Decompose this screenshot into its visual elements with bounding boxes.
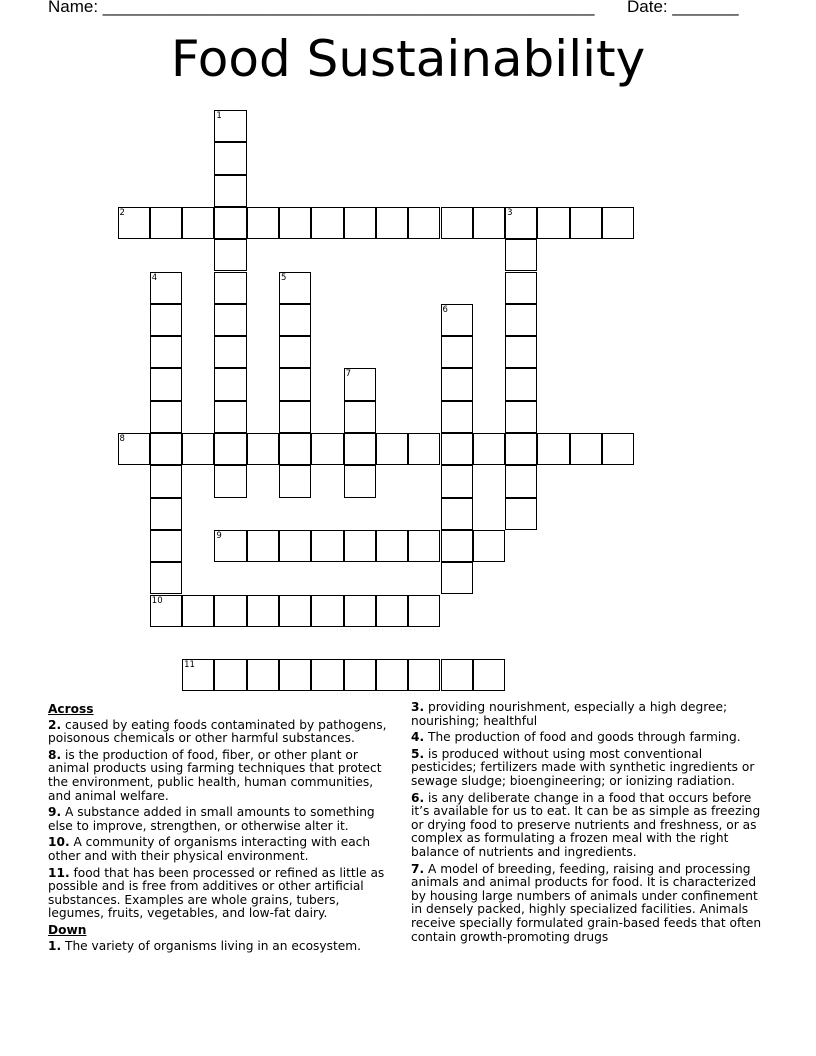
crossword-cell[interactable] [214,110,246,142]
cell-number: 9 [216,530,222,541]
crossword-cell[interactable] [214,401,246,433]
clue-text: is the production of food, fiber, or other plant or animal products using farming techniques that protect the environment, public health, human communities, and animal welfare. [48,747,382,803]
clue-11 [48,867,398,921]
crossword-cell[interactable] [279,595,311,627]
crossword-cell[interactable] [214,207,246,239]
crossword-cell[interactable] [247,207,279,239]
clue-number: 4. [411,730,425,745]
clue-1 [48,940,398,954]
crossword-cell[interactable] [441,530,473,562]
crossword-cell[interactable] [473,207,505,239]
clue-8 [48,749,398,803]
crossword-cell[interactable] [150,401,182,433]
crossword-cell[interactable] [279,207,311,239]
crossword-cell[interactable] [214,659,246,691]
crossword-cell[interactable] [214,336,246,368]
clue-text: The production of food and goods through farming. [428,730,741,745]
clue-number: 2. [48,717,62,732]
clue-6 [411,792,771,860]
crossword-cell[interactable] [247,530,279,562]
crossword-cell[interactable] [311,530,343,562]
crossword-cell[interactable] [214,239,246,271]
crossword-cell[interactable] [602,433,634,465]
cell-number: 1 [216,111,222,121]
crossword-cell[interactable] [279,336,311,368]
crossword-cell[interactable] [376,530,408,562]
clue-number: 1. [48,938,62,953]
name-field-label: Name: ____________________________________________________ [48,0,595,16]
clue-text: food that has been processed or refined as little as possible and is free from additives or other artificial substances. Examples are whole grains, tubers, legumes, fruits, vegetables, and low-fat dairy. [48,865,385,921]
down-heading: Down [48,922,87,937]
crossword-cell[interactable] [150,304,182,336]
crossword-cell[interactable] [473,530,505,562]
crossword-cell[interactable] [311,595,343,627]
crossword-cell[interactable] [505,433,537,465]
crossword-cell[interactable] [505,304,537,336]
crossword-cell[interactable] [150,272,182,304]
crossword-cell[interactable] [214,142,246,174]
crossword-cell[interactable] [441,304,473,336]
crossword-cell[interactable] [473,433,505,465]
crossword-cell[interactable] [344,659,376,691]
crossword-cell[interactable] [150,530,182,562]
crossword-cell[interactable] [150,207,182,239]
clue-2 [48,719,398,746]
clue-number: 8. [48,747,62,762]
cell-number: 5 [281,272,287,283]
crossword-cell[interactable] [376,595,408,627]
crossword-cell[interactable] [214,368,246,400]
crossword-cell[interactable] [408,659,440,691]
cell-number: 10 [151,595,163,606]
clue-4 [411,731,771,745]
crossword-cell[interactable] [505,498,537,530]
cell-number: 2 [119,207,125,218]
crossword-cell[interactable] [279,659,311,691]
crossword-cell[interactable] [505,401,537,433]
crossword-cell[interactable] [441,659,473,691]
crossword-cell[interactable] [441,401,473,433]
crossword-cell[interactable] [150,562,182,594]
crossword-cell[interactable] [182,433,214,465]
clue-text: A community of organisms interacting with each other and with their physical environment. [48,835,371,863]
clue-text: is produced without using most conventional pesticides; fertilizers made with synthetic ingredients or sewage sludge; bioengineering; or ionizing radiation. [411,746,755,788]
crossword-cell[interactable] [150,368,182,400]
crossword-cell[interactable] [214,175,246,207]
crossword-cell[interactable] [537,207,569,239]
clue-9 [48,806,398,833]
clue-number: 10. [48,835,70,850]
crossword-cell[interactable] [311,659,343,691]
page-title: Food Sustainability [170,30,646,88]
crossword-cell[interactable] [150,498,182,530]
clue-number: 11. [48,865,70,880]
crossword-cell[interactable] [441,465,473,497]
crossword-cell[interactable] [344,401,376,433]
clue-text: providing nourishment, especially a high degree; nourishing; healthful [411,700,728,728]
crossword-cell[interactable] [150,465,182,497]
crossword-cell[interactable] [505,272,537,304]
crossword-cell[interactable] [376,207,408,239]
clue-number: 6. [411,790,425,805]
crossword-cell[interactable] [570,433,602,465]
cell-number: 4 [151,272,158,283]
crossword-cell[interactable] [279,368,311,400]
crossword-cell[interactable] [441,433,473,465]
clue-10 [48,836,398,863]
crossword-cell[interactable] [279,401,311,433]
crossword-cell[interactable] [118,207,150,239]
clue-text: is any deliberate change in a food that occurs before it’s available for us to eat. It can be as simple as freezing or drying food to preserve nutrients and freshness, or as complex as formulating a frozen meal with the right balance of nutrients and ingredients. [411,790,761,859]
crossword-cell[interactable] [150,336,182,368]
clues-left-column [48,701,398,956]
crossword-cell[interactable] [537,433,569,465]
clue-text: A substance added in small amounts to something else to improve, strengthen, or otherwise alter it. [48,805,375,833]
crossword-cell[interactable] [279,465,311,497]
crossword-cell[interactable] [214,272,246,304]
clue-number: 7. [411,861,425,876]
crossword-cell[interactable] [311,433,343,465]
crossword-cell[interactable] [279,530,311,562]
crossword-cell[interactable] [214,530,246,562]
crossword-cell[interactable] [118,433,150,465]
crossword-cell[interactable] [247,433,279,465]
crossword-cell[interactable] [376,659,408,691]
crossword-cell[interactable] [505,368,537,400]
crossword-cell[interactable] [214,433,246,465]
cell-number: 6 [442,304,448,315]
clue-5 [411,748,771,789]
crossword-cell[interactable] [505,336,537,368]
crossword-cell[interactable] [182,207,214,239]
crossword-cell[interactable] [182,595,214,627]
crossword-cell[interactable] [441,207,473,239]
crossword-cell[interactable] [279,272,311,304]
clue-text: caused by eating foods contaminated by pathogens, poisonous chemicals or other harmful substances. [48,717,387,746]
crossword-cell[interactable] [150,433,182,465]
crossword-cell[interactable] [505,239,537,271]
clue-3 [411,701,771,728]
crossword-cell[interactable] [473,659,505,691]
crossword-cell[interactable] [376,433,408,465]
clues-right-column [411,701,771,947]
crossword-cell[interactable] [214,595,246,627]
crossword-cell[interactable] [344,433,376,465]
crossword-cell[interactable] [311,207,343,239]
crossword-cell[interactable] [408,595,440,627]
crossword-cell[interactable] [247,659,279,691]
across-heading: Across [48,702,94,716]
crossword-cell[interactable] [441,562,473,594]
cell-number: 11 [184,660,195,671]
crossword-cell[interactable] [570,207,602,239]
clue-7 [411,863,771,945]
crossword-cell[interactable] [150,595,182,627]
crossword-cell[interactable] [279,433,311,465]
crossword-cell[interactable] [344,595,376,627]
crossword-cell[interactable] [505,207,537,239]
crossword-cell[interactable] [182,659,214,691]
date-field-label: Date: _______ [627,0,739,16]
cell-number: 3 [507,207,513,218]
crossword-cell[interactable] [344,368,376,400]
crossword-cell[interactable] [602,207,634,239]
crossword-cell[interactable] [214,465,246,497]
crossword-cell[interactable] [247,595,279,627]
clue-number: 9. [48,805,62,820]
crossword-cell[interactable] [408,433,440,465]
crossword-cell[interactable] [505,465,537,497]
crossword-cell[interactable] [214,304,246,336]
cell-number: 8 [119,434,125,444]
crossword-cell[interactable] [279,304,311,336]
cell-number: 7 [345,369,352,380]
crossword-cell[interactable] [408,530,440,562]
clue-number: 5. [411,746,425,761]
crossword-cell[interactable] [441,368,473,400]
clue-text: The variety of organisms living in an ecosystem. [65,938,361,953]
crossword-cell[interactable] [408,207,440,239]
crossword-cell[interactable] [344,207,376,239]
crossword-cell[interactable] [344,530,376,562]
clue-number: 3. [411,700,425,714]
crossword-cell[interactable] [441,336,473,368]
crossword-cell[interactable] [344,465,376,497]
crossword-cell[interactable] [441,498,473,530]
clue-text: A model of breeding, feeding, raising and processing animals and animal products for food. It is characterized by housing large numbers of animals under confinement in densely packed, highly specialized facilities. Animals receive specially formulated grain-based feeds that often contain growth-promoting drugs [411,861,762,944]
